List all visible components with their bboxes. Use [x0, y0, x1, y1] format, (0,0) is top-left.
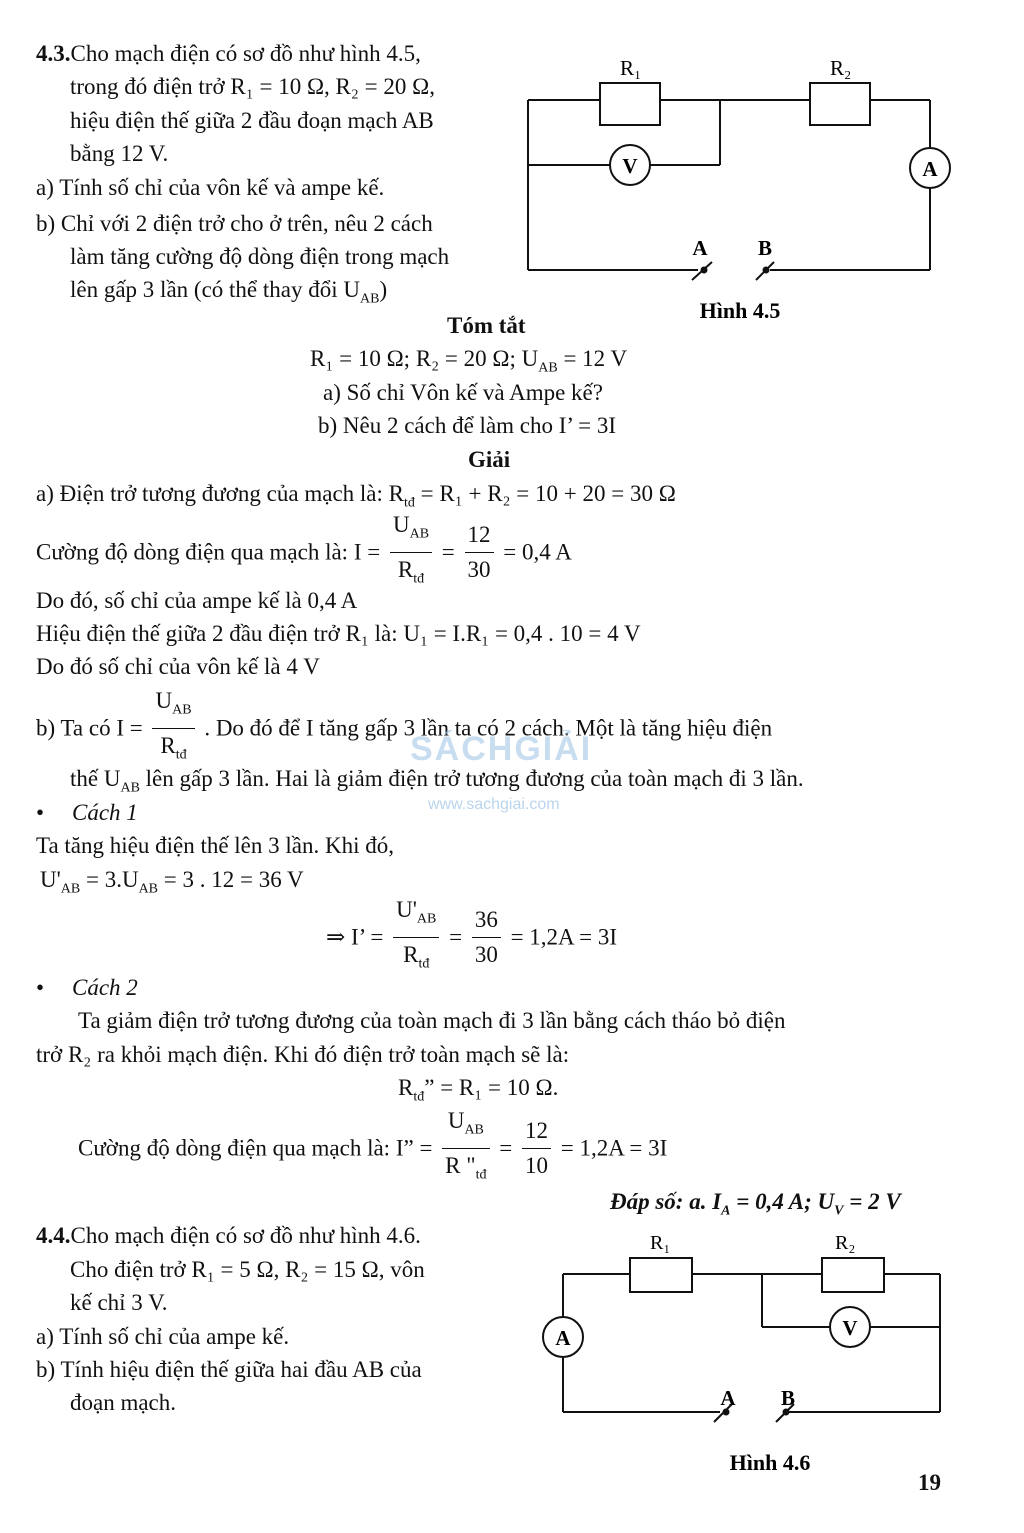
problem-4-3-part-b-2: làm tăng cường độ dòng điện trong mạch: [70, 244, 450, 269]
problem-4-4-line-3: kế chỉ 3 V.: [70, 1290, 168, 1315]
resistor-r2: [810, 83, 870, 125]
way-1-line-2: $U'_{AB} = 3.U_{AB} = 3$ . 12 = 36 V: [40, 867, 304, 897]
fraction: $\frac{U_{AB}}{R_{tđ}}$: [390, 508, 432, 596]
label-r2: R₂: [835, 1232, 856, 1254]
circuit-diagram-4-6: [530, 1222, 960, 1482]
solution-b-1: b) Ta có I = $\frac{U_{AB}}{R_{tđ}}$ . Do đó để I tăng gấp 3 lần ta có 2 cách. Một là tăng hiệu điện: [36, 684, 772, 772]
problem-4-3-line-3: hiệu điện thế giữa 2 đầu đoạn mạch AB: [70, 108, 434, 133]
solution-a-4: Hiệu điện thế giữa 2 đầu điện trở R₁ là: U₁ = I.R₁ = 0,4 . 10 = 4 V: [36, 621, 641, 646]
way-1-line-3: ⇒ I’ = $\frac{U'_{AB}}{R_{tđ}}$ = $\frac{36}{30}$ = 1,2A = 3I: [326, 893, 617, 981]
solution-a-2: Cường độ dòng điện qua mạch là: I = $\frac{U_{AB}}{R_{tđ}}$ = $\frac{12}{30}$ = 0,4 A: [36, 508, 572, 596]
resistor-r1: [600, 83, 660, 125]
figure-caption: Hình 4.5: [699, 298, 781, 323]
summary-question-a: a) Số chỉ Vôn kế và Ampe kế?: [323, 380, 603, 405]
way-2-line-2: trở R₂ ra khỏi mạch điện. Khi đó điện trở toàn mạch sẽ là:: [36, 1042, 570, 1067]
problem-number: 4.4.: [36, 1223, 71, 1248]
way-1-line-1: Ta tăng hiệu điện thế lên 3 lần. Khi đó,: [36, 833, 394, 858]
figure-caption: Hình 4.6: [729, 1450, 811, 1475]
problem-4-3-part-a: a) Tính số chỉ của vôn kế và ampe kế.: [36, 175, 385, 200]
fraction: $\frac{U_{AB}}{R_{tđ}}$: [152, 684, 194, 772]
label-r1: R₁: [620, 56, 642, 80]
problem-4-4-part-b-2: đoạn mạch.: [70, 1390, 177, 1415]
answer: Đáp số: a. $I_A = 0,4$ A; $U_V = 2$ V: [610, 1189, 901, 1219]
label-r1: R₁: [650, 1232, 671, 1254]
circuit-diagram-4-5: [510, 40, 990, 340]
way-2-line-4: Cường độ dòng điện qua mạch là: I” = $\frac{U_{AB}}{R "_{tđ}}$ = $\frac{12}{10}$ = 1,2A = 3I: [78, 1104, 667, 1192]
problem-4-3-line-4: bằng 12 V.: [70, 141, 169, 166]
way-2-line-1: Ta giảm điện trở tương đương của toàn mạch đi 3 lần bằng cách tháo bỏ điện: [78, 1008, 786, 1033]
solution-a-1: a) Điện trở tương đương của mạch là: $R_{tđ} = R_1 + R_2 = 10 + 20 = 30$ Ω: [36, 481, 676, 511]
watermark-url: www.sachgiai.com: [428, 796, 560, 813]
problem-4-3-part-b-3: lên gấp 3 lần (có thể thay đổi $U_{AB}$): [70, 277, 388, 307]
solution-a-3: Do đó, số chỉ của ampe kế là 0,4 A: [36, 588, 358, 613]
page-number: 19: [918, 1470, 941, 1495]
label-a: A: [922, 157, 938, 181]
problem-4-4-line-1: 4.4.Cho mạch điện có sơ đồ như hình 4.6.: [36, 1223, 421, 1248]
label-v: V: [842, 1316, 858, 1340]
problem-4-4-part-a: a) Tính số chỉ của ampe kế.: [36, 1324, 290, 1349]
label-v: V: [622, 154, 638, 178]
label-r2: R₂: [830, 56, 852, 80]
problem-4-3-line-1: 4.3.Cho mạch điện có sơ đồ như hình 4.5,: [36, 41, 421, 66]
terminal-a: A: [720, 1386, 736, 1410]
fraction: $\frac{U_{AB}}{R "_{tđ}}$: [442, 1104, 489, 1192]
problem-4-3-line-2: trong đó điện trở R₁ = 10 Ω, R₂ = 20 Ω,: [70, 74, 435, 99]
summary-title: Tóm tắt: [447, 313, 526, 338]
solution-title: Giải: [468, 447, 511, 472]
way-2-title: • Cách 2: [36, 975, 138, 1000]
label-a: A: [555, 1326, 571, 1350]
fraction: $\frac{36}{30}$: [472, 903, 501, 972]
problem-4-3-part-b-1: b) Chỉ với 2 điện trở cho ở trên, nêu 2 cách: [36, 211, 433, 236]
solution-a-5: Do đó số chỉ của vôn kế là 4 V: [36, 654, 320, 679]
fraction: $\frac{U'_{AB}}{R_{tđ}}$: [393, 893, 439, 981]
way-1-title: • Cách 1: [36, 800, 138, 825]
summary-question-b: b) Nêu 2 cách để làm cho I’ = 3I: [318, 413, 617, 438]
fraction: $\frac{12}{30}$: [465, 518, 494, 587]
solution-b-2: thế $U_{AB}$ lên gấp 3 lần. Hai là giảm điện trở tương đương của toàn mạch đi 3 lần.: [70, 766, 804, 796]
terminal-b: B: [757, 236, 773, 260]
fraction: $\frac{12}{10}$: [522, 1114, 551, 1183]
resistor-r2: [822, 1258, 884, 1292]
summary-given: R₁ = 10 Ω; R₂ = 20 Ω; $U_{AB} = 12$ V: [310, 346, 628, 376]
terminal-b: B: [780, 1386, 796, 1410]
problem-4-4-line-2: Cho điện trở R₁ = 5 Ω, R₂ = 15 Ω, vôn: [70, 1257, 425, 1282]
problem-number: 4.3.: [36, 41, 71, 66]
terminal-a: A: [692, 236, 708, 260]
problem-4-4-part-b-1: b) Tính hiệu điện thế giữa hai đầu AB của: [36, 1357, 422, 1382]
watermark-logo: SÁCHGIẢI: [410, 730, 593, 768]
resistor-r1: [630, 1258, 692, 1292]
way-2-line-3: $R_{tđ}$” = R₁ = 10 Ω.: [398, 1075, 559, 1105]
